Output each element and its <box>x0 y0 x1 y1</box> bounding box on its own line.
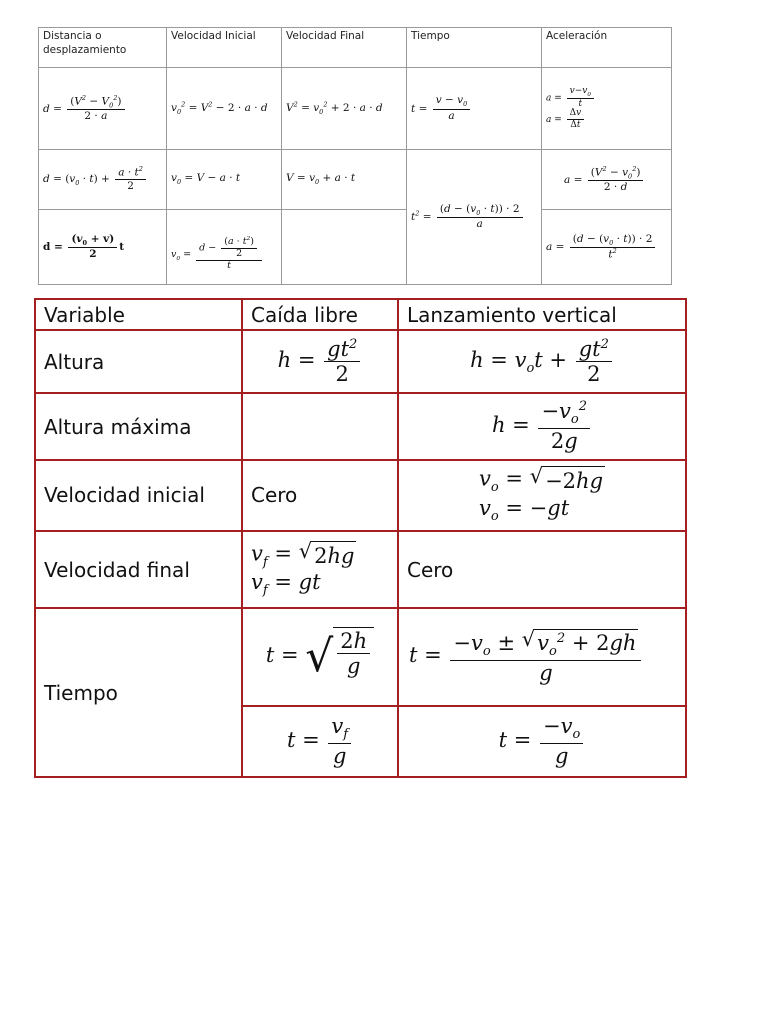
header-variable: Variable <box>35 299 242 330</box>
formula-distance-3: d = $\frac{(v_0 + v)}{2}$ t <box>39 210 167 285</box>
formula-final-velocity-free-fall: $v_f$ = √ 2hg $v_f$ = gt <box>242 531 398 608</box>
row-label-final-velocity: Velocidad final <box>35 531 242 608</box>
formula-time-free-fall-1: t = √ $\frac{2h}{g}$ <box>242 608 398 705</box>
empty-cell <box>282 210 407 285</box>
header-acceleration: Aceleración <box>542 28 672 68</box>
row-final-velocity <box>35 531 686 608</box>
kinematics-row-1 <box>39 68 672 150</box>
formula-time-2: $t^2$ = $\frac{(d - (v_0 \cdot t)) \cdot 2}{a}$ <box>407 150 542 285</box>
formula-initial-velocity-vertical-launch: $v_o$ = √ −2hg $v_o = -gt$ <box>398 460 686 531</box>
formula-height-vertical-launch: $h = v_ot$ + $\frac{gt^2}{2}$ <box>398 330 686 393</box>
header-time: Tiempo <box>407 28 542 68</box>
formula-final-velocity-1: $V^2 = v_0^2 + 2 \cdot a \cdot d$ <box>282 68 407 150</box>
formula-final-velocity-2: $V = v_0 + a \cdot t$ <box>282 150 407 210</box>
formula-acceleration-1: a = $\frac{v-v_0}{t}$ a = $\frac{\Delta v}{\Delta t}$ <box>542 68 672 150</box>
formula-distance-1: d = $\frac{(V^2 - V_0^2)}{2 \cdot a}$ <box>39 68 167 150</box>
row-initial-velocity <box>35 460 686 531</box>
row-max-height <box>35 393 686 459</box>
formula-time-1: t = $\frac{v - v_0}{a}$ <box>407 68 542 150</box>
value-final-velocity-vertical-launch: Cero <box>398 531 686 608</box>
formula-initial-velocity-1: $v_0^2 = V^2 - 2 \cdot a \cdot d$ <box>167 68 282 150</box>
free-fall-header-row <box>35 299 686 330</box>
header-free-fall: Caída libre <box>242 299 398 330</box>
header-final-velocity: Velocidad Final <box>282 28 407 68</box>
formula-time-vertical-launch-1: t = $-v_o$ ± √ $v_o^2 + 2gh$ g <box>398 608 686 705</box>
formula-time-free-fall-2: t = $\frac{v_f}{g}$ <box>242 706 398 777</box>
free-fall-formula-table <box>34 298 687 778</box>
row-height <box>35 330 686 393</box>
formula-acceleration-2: a = $\frac{(V^2 - v_0^2)}{2 \cdot d}$ <box>542 150 672 210</box>
formula-initial-velocity-3: $v_0$ = d − $\frac{(a \cdot t^2)}{2}$ t <box>167 210 282 285</box>
empty-cell <box>242 393 398 459</box>
header-distance: Distancia o desplazamiento <box>39 28 167 68</box>
formula-acceleration-3: a = $\frac{(d - (v_0 \cdot t)) \cdot 2}{t^2}$ <box>542 210 672 285</box>
row-label-height: Altura <box>35 330 242 393</box>
formula-height-free-fall: h = $\frac{gt^2}{2}$ <box>242 330 398 393</box>
formula-distance-2: $d = (v_0 \cdot t)$ + $\frac{a \cdot t^2}{2}$ <box>39 150 167 210</box>
kinematics-header-row <box>39 28 672 68</box>
formula-time-vertical-launch-2: t = $\frac{-v_o}{g}$ <box>398 706 686 777</box>
row-label-max-height: Altura máxima <box>35 393 242 459</box>
row-label-time: Tiempo <box>35 608 242 777</box>
formula-initial-velocity-2: $v_0 = V - a \cdot t$ <box>167 150 282 210</box>
row-time-1 <box>35 608 686 705</box>
kinematics-row-2 <box>39 150 672 210</box>
header-vertical-launch: Lanzamiento vertical <box>398 299 686 330</box>
kinematics-row-3 <box>39 210 672 285</box>
value-initial-velocity-free-fall: Cero <box>242 460 398 531</box>
header-initial-velocity: Velocidad Inicial <box>167 28 282 68</box>
row-label-initial-velocity: Velocidad inicial <box>35 460 242 531</box>
formula-max-height-vertical-launch: h = $\frac{-v_o^2}{2g}$ <box>398 393 686 459</box>
kinematics-formula-table <box>38 27 672 285</box>
